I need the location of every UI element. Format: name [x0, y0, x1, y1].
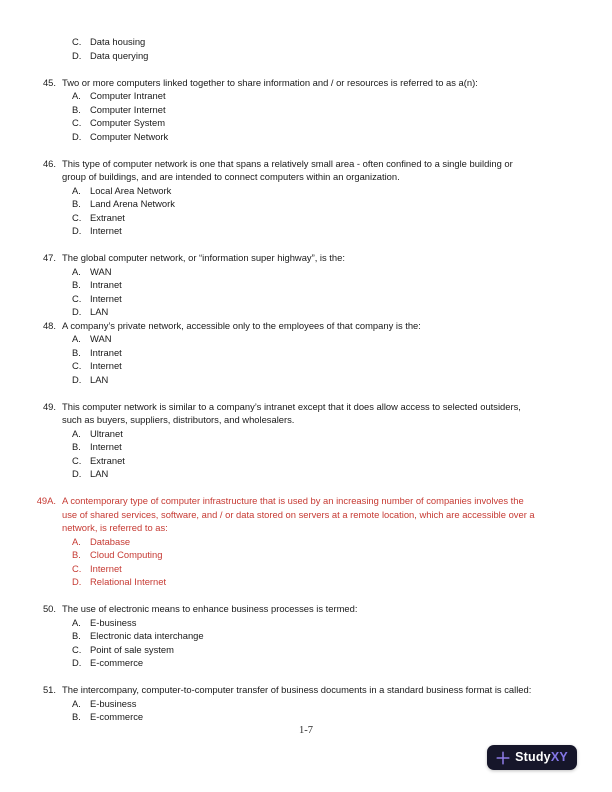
question-number: 48.	[42, 319, 56, 331]
question-text	[62, 602, 584, 616]
question-46	[35, 157, 584, 238]
option	[35, 49, 584, 63]
question-text-line: such as buyers, suppliers, distributors, and wholesalers.	[62, 414, 295, 425]
question-text	[62, 683, 584, 697]
option-letter: C.	[72, 562, 82, 574]
option-text: Internet	[90, 360, 122, 371]
question-text-line: A contemporary type of computer infrastructure that is used by an increasing number of companies involves the	[62, 495, 524, 506]
option-letter: D.	[72, 373, 82, 385]
option	[35, 467, 584, 481]
option-letter: A.	[72, 184, 81, 196]
option	[35, 224, 584, 238]
question-44-continuation	[35, 35, 584, 62]
option	[35, 116, 584, 130]
option-letter: C.	[72, 211, 82, 223]
option-letter: B.	[72, 549, 81, 560]
question-text-line: A company’s private network, accessible only to the employees of that company is the:	[62, 319, 421, 331]
question-number: 50.	[42, 603, 56, 614]
option-text: Cloud Computing	[90, 549, 163, 560]
option	[35, 656, 584, 670]
question-number: 46.	[42, 157, 56, 169]
option	[35, 35, 584, 49]
option-letter: B.	[72, 198, 81, 209]
option-text: Internet	[90, 225, 122, 236]
option-text: E-commerce	[90, 711, 144, 722]
question-number: 51.	[42, 684, 56, 695]
question-48	[35, 319, 584, 387]
question-51	[35, 683, 584, 724]
option-letter: D.	[72, 130, 82, 142]
option-letter: D.	[72, 657, 82, 668]
question-number: 49A.	[36, 495, 56, 506]
question-text-line: The use of electronic means to enhance business processes is termed:	[62, 603, 358, 614]
option-text: Land Arena Network	[90, 198, 175, 209]
question-text-line: The global computer network, or “information super highway”, is the:	[62, 252, 345, 263]
question-number: 49.	[42, 400, 56, 412]
option-letter: D.	[72, 225, 82, 236]
option-letter: B.	[72, 441, 81, 452]
option	[35, 373, 584, 387]
option-letter: C.	[72, 292, 82, 304]
option	[35, 454, 584, 468]
option-text: LAN	[90, 468, 109, 479]
question-49	[35, 400, 584, 481]
option-text: Computer Internet	[90, 103, 166, 115]
option-letter: A.	[72, 265, 81, 277]
option	[35, 184, 584, 198]
option-text: Electronic data interchange	[90, 630, 204, 641]
page-number: 1-7	[299, 725, 313, 736]
question-47	[35, 251, 584, 319]
option-letter: B.	[72, 279, 81, 290]
studyxy-badge	[487, 745, 577, 770]
question-text	[62, 400, 584, 427]
option-letter: C.	[72, 360, 82, 371]
question-45	[35, 76, 584, 144]
question-text	[62, 251, 584, 265]
option-letter: D.	[72, 49, 82, 61]
question-number: 47.	[42, 252, 56, 263]
question-49a	[35, 494, 584, 589]
option	[35, 359, 584, 373]
option	[35, 278, 584, 292]
option-text: Internet	[90, 562, 122, 574]
option-letter: D.	[72, 468, 82, 479]
option	[35, 535, 584, 549]
option	[35, 616, 584, 630]
option-letter: A.	[72, 535, 81, 547]
option-text: Intranet	[90, 279, 122, 290]
option	[35, 562, 584, 576]
option	[35, 643, 584, 657]
question-text	[62, 157, 584, 184]
option	[35, 332, 584, 346]
option-letter: A.	[72, 697, 81, 709]
option-letter: D.	[72, 306, 82, 317]
option-letter: B.	[72, 103, 81, 115]
option-text: Intranet	[90, 346, 122, 358]
option-letter: B.	[72, 346, 81, 358]
option-text: E-business	[90, 616, 137, 628]
option-letter: C.	[72, 117, 82, 128]
question-50	[35, 602, 584, 670]
option-letter: C.	[72, 36, 82, 47]
option-text: Database	[90, 535, 131, 547]
option-text: WAN	[90, 333, 112, 344]
question-text-line: use of shared services, software, and / or data stored on servers at a remote location, which are accessible over a	[62, 508, 535, 520]
option-text: Ultranet	[90, 427, 123, 439]
option	[35, 710, 584, 724]
option-text: Local Area Network	[90, 184, 172, 196]
option	[35, 292, 584, 306]
option	[35, 440, 584, 454]
brand-name	[515, 751, 568, 764]
option-text: Point of sale system	[90, 643, 174, 655]
option	[35, 211, 584, 225]
option-letter: A.	[72, 616, 81, 628]
option-text: E-commerce	[90, 657, 144, 668]
option	[35, 697, 584, 711]
question-text-line: The intercompany, computer-to-computer transfer of business documents in a standard business format is called:	[62, 684, 532, 695]
option	[35, 197, 584, 211]
question-text-line: This type of computer network is one that spans a relatively small area - often confined to a single building or	[62, 157, 513, 169]
option-text: E-business	[90, 697, 137, 709]
option-text: WAN	[90, 265, 112, 277]
option	[35, 265, 584, 279]
option-letter: C.	[72, 454, 82, 466]
option	[35, 103, 584, 117]
question-text	[62, 494, 584, 535]
option-letter: D.	[72, 576, 82, 587]
option-text: Data querying	[90, 49, 149, 61]
option-text: LAN	[90, 306, 109, 317]
question-number: 45.	[42, 76, 56, 88]
question-text	[62, 76, 584, 90]
question-text-line: Two or more computers linked together to share information and / or resources is referred to as a(n):	[62, 76, 478, 88]
option-text: Extranet	[90, 211, 125, 223]
option-letter: A.	[72, 427, 81, 439]
option-text: Computer Intranet	[90, 90, 166, 101]
option-letter: A.	[72, 90, 81, 101]
option	[35, 130, 584, 144]
option	[35, 575, 584, 589]
option	[35, 305, 584, 319]
question-text-line: group of buildings, and are intended to connect computers within an organization.	[62, 171, 400, 182]
question-text-line: network, is referred to as:	[62, 522, 168, 533]
brand-name-secondary: XY	[550, 750, 568, 765]
option	[35, 629, 584, 643]
option-text: LAN	[90, 373, 109, 385]
plus-icon	[496, 751, 510, 765]
option	[35, 427, 584, 441]
option-text: Extranet	[90, 454, 125, 466]
option-text: Computer Network	[90, 130, 169, 142]
option	[35, 89, 584, 103]
option-letter: C.	[72, 643, 82, 655]
question-text	[62, 319, 584, 333]
option	[35, 548, 584, 562]
option-text: Data housing	[90, 36, 146, 47]
brand-name-primary: Study	[515, 750, 551, 765]
option-text: Relational Internet	[90, 576, 167, 587]
option-letter: B.	[72, 630, 81, 641]
option-text: Computer System	[90, 117, 166, 128]
option-letter: B.	[72, 711, 81, 722]
option-letter: A.	[72, 333, 81, 344]
option	[35, 346, 584, 360]
question-text-line: This computer network is similar to a company’s intranet except that it does allow access to selected outsiders,	[62, 400, 521, 412]
option-text: Internet	[90, 292, 122, 304]
option-text: Internet	[90, 441, 122, 452]
